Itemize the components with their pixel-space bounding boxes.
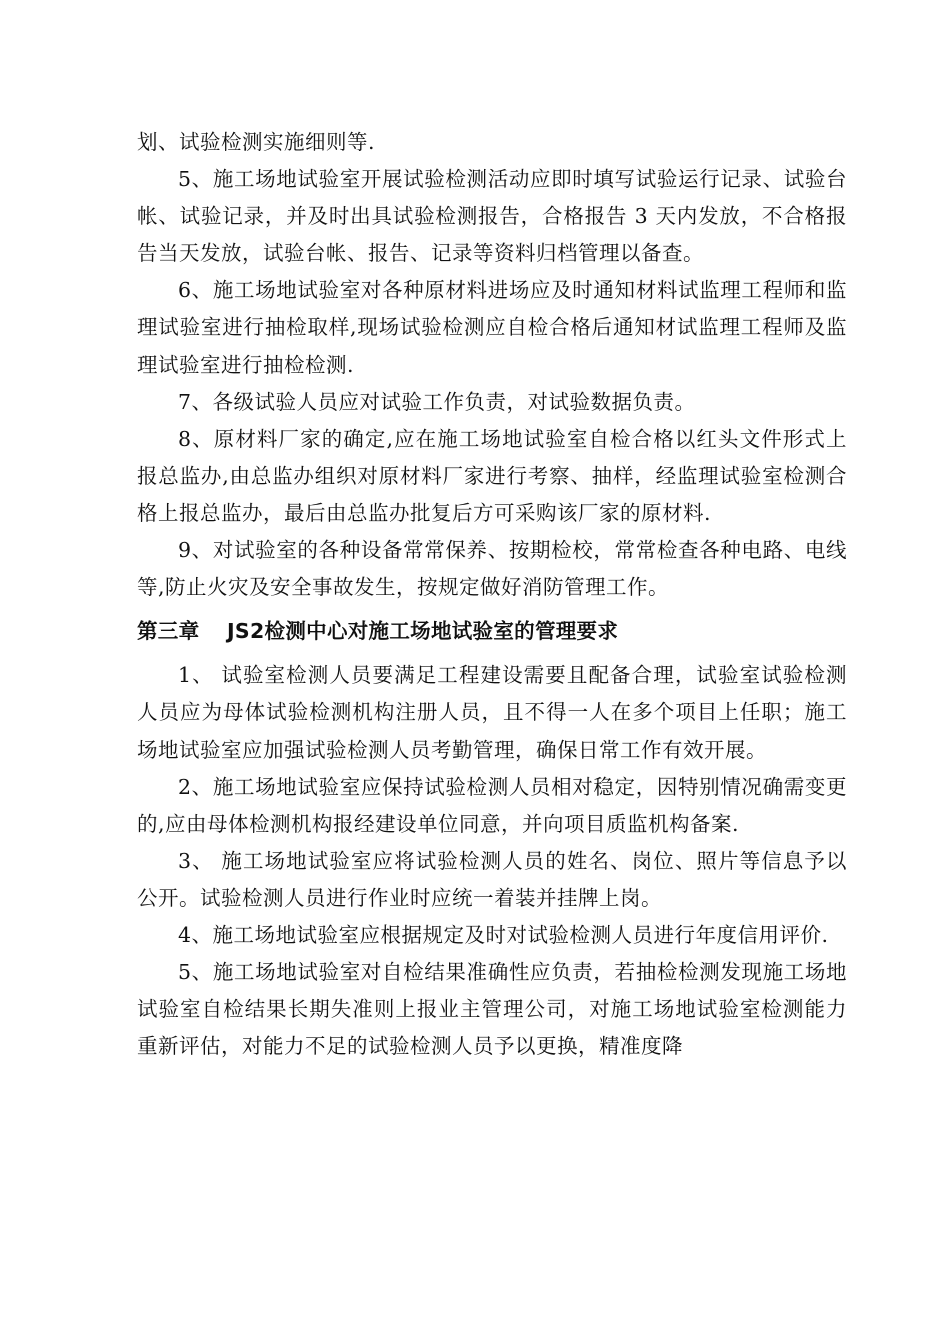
- chapter-number: 第三章: [137, 619, 200, 644]
- paragraph-item-7: 7、各级试验人员应对试验工作负责，对试验数据负责。: [178, 389, 696, 414]
- paragraph-item-8: 8、原材料厂家的确定,应在施工场地试验室自检合格以红头文件形式上报总监办,由总监办组织对原材料厂家进行考察、抽样，经监理试验室检测合格上报总监办，最后由总监办批复后方可采购该厂家的原材料.: [137, 426, 847, 525]
- paragraph-ch3-item-2: 2、施工场地试验室应保持试验检测人员相对稳定，因特别情况确需变更的,应由母体检测机构报经建设单位同意，并向项目质监机构备案.: [137, 774, 847, 836]
- paragraph-item-5: 5、施工场地试验室开展试验检测活动应即时填写试验运行记录、试验台帐、试验记录，并及时出具试验检测报告，合格报告 3 天内发放，不合格报告当天发放，试验台帐、报告、记录等资料归档管理以备查。: [137, 167, 847, 266]
- chapter-heading: [137, 613, 847, 650]
- paragraph-ch3-item-4: 4、施工场地试验室应根据规定及时对试验检测人员进行年度信用评价.: [178, 922, 829, 947]
- paragraph-item-9: 9、对试验室的各种设备常常保养、按期检校，常常检查各种电路、电线等,防止火灾及安全事故发生，按规定做好消防管理工作。: [137, 538, 847, 600]
- paragraph-ch3-item-5: 5、施工场地试验室对自检结果准确性应负责，若抽检检测发现施工场地试验室自检结果长期失准则上报业主管理公司，对施工场地试验室检测能力重新评估，对能力不足的试验检测人员予以更换，精准度降: [137, 960, 847, 1059]
- paragraph-ch3-item-1: 1、 试验室检测人员要满足工程建设需要且配备合理，试验室试验检测人员应为母体试验检测机构注册人员，且不得一人在多个项目上任职；施工场地试验室应加强试验检测人员考勤管理，确保日常工作有效开展。: [137, 663, 847, 762]
- paragraph-item-6: 6、施工场地试验室对各种原材料进场应及时通知材料试监理工程师和监理试验室进行抽检取样,现场试验检测应自检合格后通知材试监理工程师及监理试验室进行抽检检测.: [137, 278, 847, 377]
- paragraph-continuation: 划、试验检测实施细则等.: [137, 130, 376, 154]
- document-body: [137, 124, 847, 1065]
- chapter-title: JS2检测中心对施工场地试验室的管理要求: [227, 619, 619, 644]
- paragraph-ch3-item-3: 3、 施工场地试验室应将试验检测人员的姓名、岗位、照片等信息予以公开。试验检测人员进行作业时应统一着装并挂牌上岗。: [137, 848, 847, 910]
